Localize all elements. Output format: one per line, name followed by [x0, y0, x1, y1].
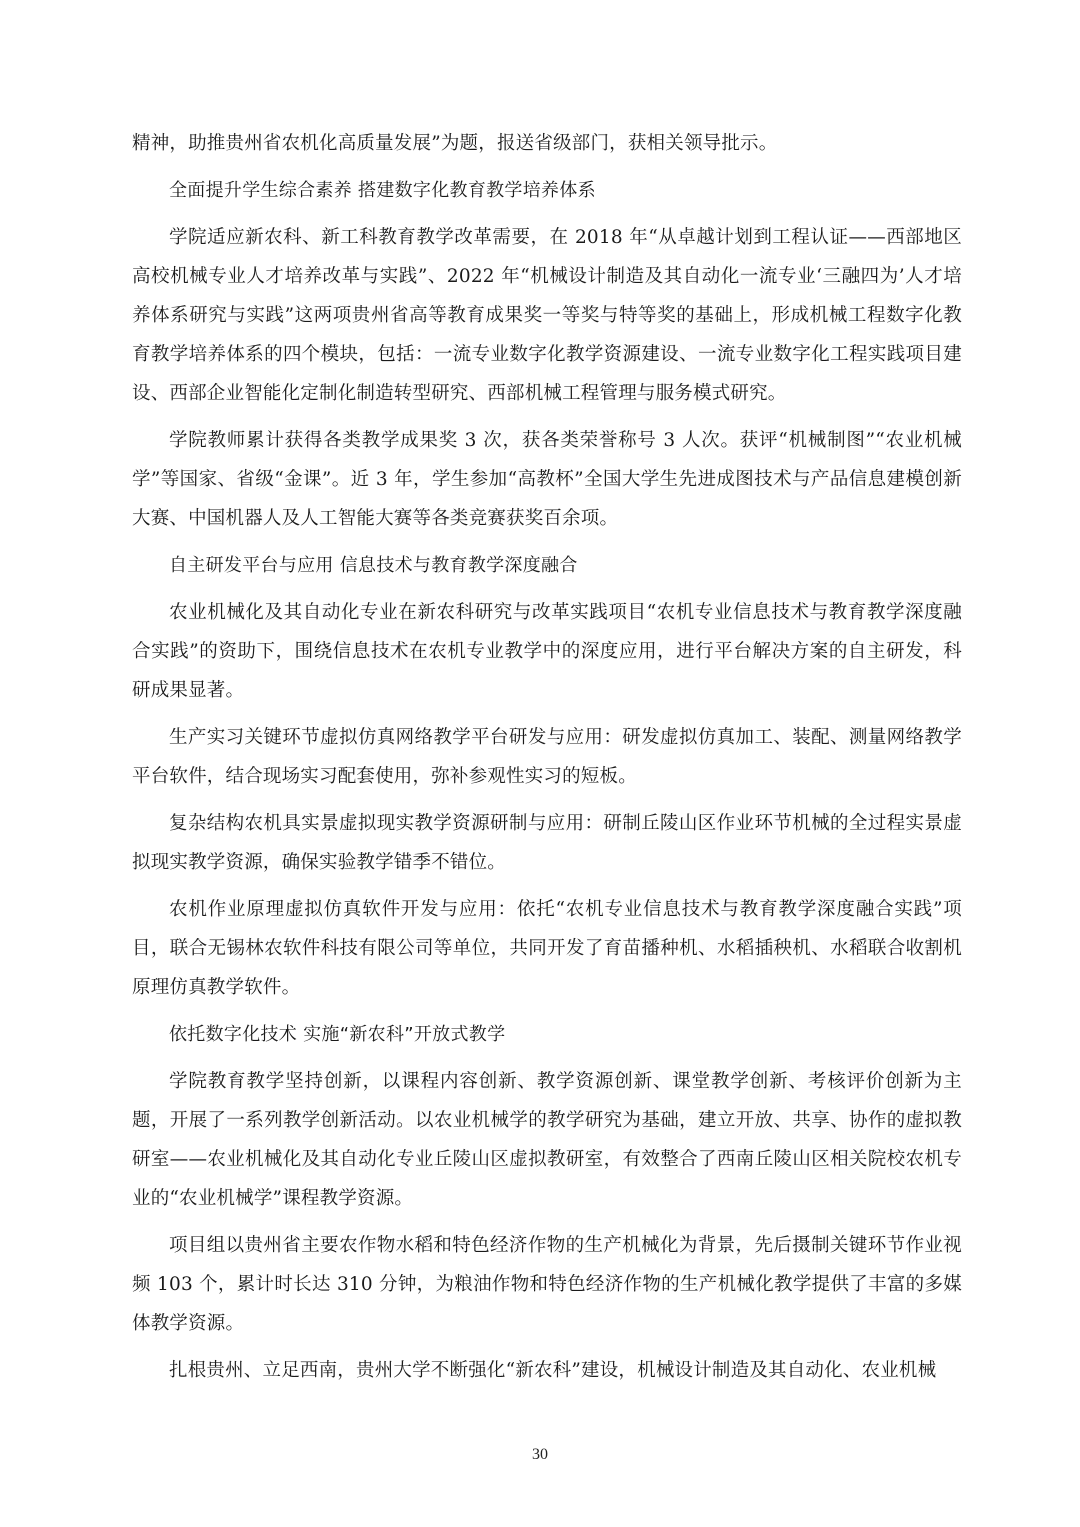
article-body [132, 124, 962, 1398]
paragraph: 精神，助推贵州省农机化高质量发展”为题，报送省级部门，获相关领导批示。 [132, 133, 778, 154]
paragraph: 农业机械化及其自动化专业在新农科研究与改革实践项目“农机专业信息技术与教育教学深度融合实践”的资助下，围绕信息技术在农机专业教学中的深度应用，进行平台解决方案的自主研发，科研成果显著。 [132, 602, 962, 701]
section-heading: 依托数字化技术 实施“新农科”开放式教学 [169, 1024, 506, 1045]
paragraph: 项目组以贵州省主要农作物水稻和特色经济作物的生产机械化为背景，先后摄制关键环节作业视频 103 个，累计时长达 310 分钟，为粮油作物和特色经济作物的生产机械化教学提供了丰富的多媒体教学资源。 [132, 1235, 962, 1334]
section-heading: 自主研发平台与应用 信息技术与教育教学深度融合 [169, 555, 578, 576]
paragraph: 学院教育教学坚持创新，以课程内容创新、教学资源创新、课堂教学创新、考核评价创新为主题，开展了一系列教学创新活动。以农业机械学的教学研究为基础，建立开放、共享、协作的虚拟教研室——农业机械化及其自动化专业丘陵山区虚拟教研室，有效整合了西南丘陵山区相关院校农机专业的“农业机械学”课程教学资源。 [132, 1071, 962, 1209]
paragraph: 农机作业原理虚拟仿真软件开发与应用：依托“农机专业信息技术与教育教学深度融合实践”项目，联合无锡林农软件科技有限公司等单位，共同开发了育苗播种机、水稻插秧机、水稻联合收割机原理仿真教学软件。 [132, 899, 962, 998]
paragraph: 扎根贵州、立足西南，贵州大学不断强化“新农科”建设，机械设计制造及其自动化、农业机械 [169, 1360, 937, 1381]
paragraph: 学院适应新农科、新工科教育教学改革需要，在 2018 年“从卓越计划到工程认证——西部地区高校机械专业人才培养改革与实践”、2022 年“机械设计制造及其自动化一流专业‘三融四为’人才培养体系研究与实践”这两项贵州省高等教育成果奖一等奖与特等奖的基础上，形成机械工程数字化教育教学培养体系的四个模块，包括：一流专业数字化教学资源建设、一流专业数字化工程实践项目建设、西部企业智能化定制化制造转型研究、西部机械工程管理与服务模式研究。 [132, 227, 962, 404]
page-number: 30 [532, 1446, 548, 1463]
paragraph: 生产实习关键环节虚拟仿真网络教学平台研发与应用：研发虚拟仿真加工、装配、测量网络教学平台软件，结合现场实习配套使用，弥补参观性实习的短板。 [132, 727, 962, 787]
section-heading: 全面提升学生综合素养 搭建数字化教育教学培养体系 [169, 180, 596, 201]
paragraph: 学院教师累计获得各类教学成果奖 3 次，获各类荣誉称号 3 人次。获评“机械制图”“农业机械学”等国家、省级“金课”。近 3 年，学生参加“高教杯”全国大学生先进成图技术与产品信息建模创新大赛、中国机器人及人工智能大赛等各类竞赛获奖百余项。 [132, 430, 962, 529]
paragraph: 复杂结构农机具实景虚拟现实教学资源研制与应用：研制丘陵山区作业环节机械的全过程实景虚拟现实教学资源，确保实验教学错季不错位。 [132, 813, 962, 873]
